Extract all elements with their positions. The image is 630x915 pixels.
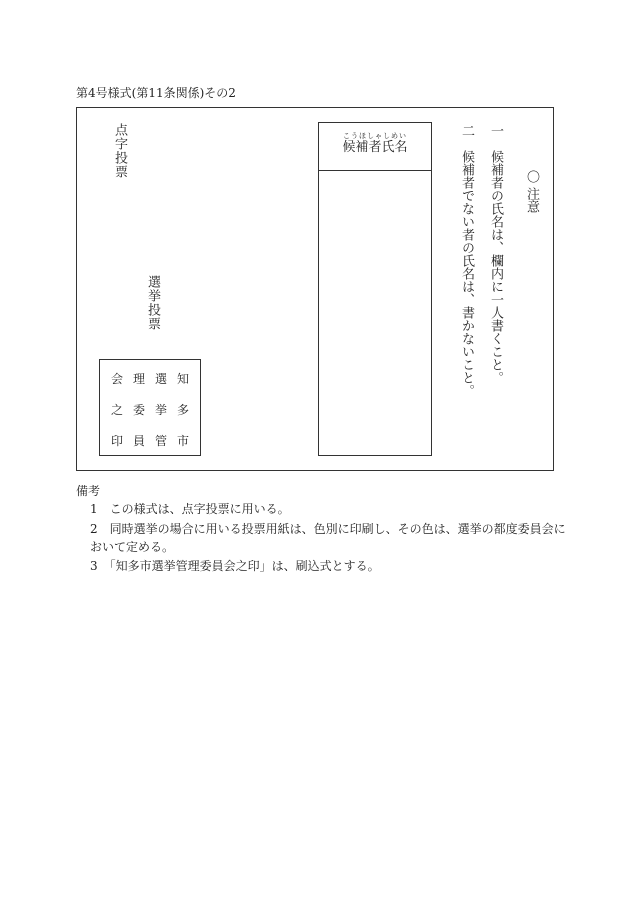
candidate-label: 候補者氏名 xyxy=(342,140,408,155)
tenji-label: 点字投票 xyxy=(112,123,127,179)
remark-item-continuation xyxy=(90,538,174,555)
seal-char: 挙 xyxy=(154,403,167,417)
notice-heading: 〇 注意 xyxy=(524,170,539,214)
notice-item-text: 候補者でない者の氏名は、書かないこと。 xyxy=(459,150,474,397)
remark-text: 「知多市選挙管理委員会之印」は、刷込式とする。 xyxy=(109,559,380,573)
notice-item-number: 二 xyxy=(459,124,474,137)
seal-char: 多 xyxy=(176,403,189,417)
remark-text: 同時選挙の場合に用いる投票用紙は、色別に印刷し、その色は、選挙の都度委員会に xyxy=(109,522,566,536)
remark-number: 1 xyxy=(90,502,98,516)
candidate-box-header xyxy=(319,123,431,171)
notice-item xyxy=(456,124,476,397)
seal-char: 之 xyxy=(110,403,123,417)
notice-item-number: 一 xyxy=(488,124,503,137)
remark-item xyxy=(90,520,566,537)
remarks-heading: 備考 xyxy=(76,484,101,498)
remark-item xyxy=(90,557,380,574)
seal-char: 知 xyxy=(176,372,189,386)
seal-char: 選 xyxy=(154,372,167,386)
senkyo-label: 選挙投票 xyxy=(145,275,160,331)
notice-item xyxy=(485,124,505,384)
seal-row xyxy=(100,370,200,387)
seal-char: 会 xyxy=(110,372,123,386)
seal-char: 委 xyxy=(132,403,145,417)
remark-item xyxy=(90,500,290,517)
candidate-name-box xyxy=(318,122,432,456)
notice-item-text: 候補者の氏名は、欄内に一人書くこと。 xyxy=(488,150,503,384)
seal-char: 印 xyxy=(110,434,123,448)
remark-text: おいて定める。 xyxy=(90,540,175,554)
remark-text: この様式は、点字投票に用いる。 xyxy=(109,502,290,516)
remark-number: 3 xyxy=(90,559,98,573)
seal-char: 管 xyxy=(154,434,167,448)
seal-row xyxy=(100,401,200,418)
seal-char: 市 xyxy=(176,434,189,448)
document-title: 第4号様式(第11条関係)その2 xyxy=(76,86,236,100)
seal-char: 理 xyxy=(132,372,145,386)
official-seal xyxy=(99,359,201,456)
remark-number: 2 xyxy=(90,522,98,536)
candidate-ruby: こうほしゃしめい xyxy=(343,132,407,140)
seal-char: 員 xyxy=(132,434,145,448)
seal-row xyxy=(100,432,200,449)
